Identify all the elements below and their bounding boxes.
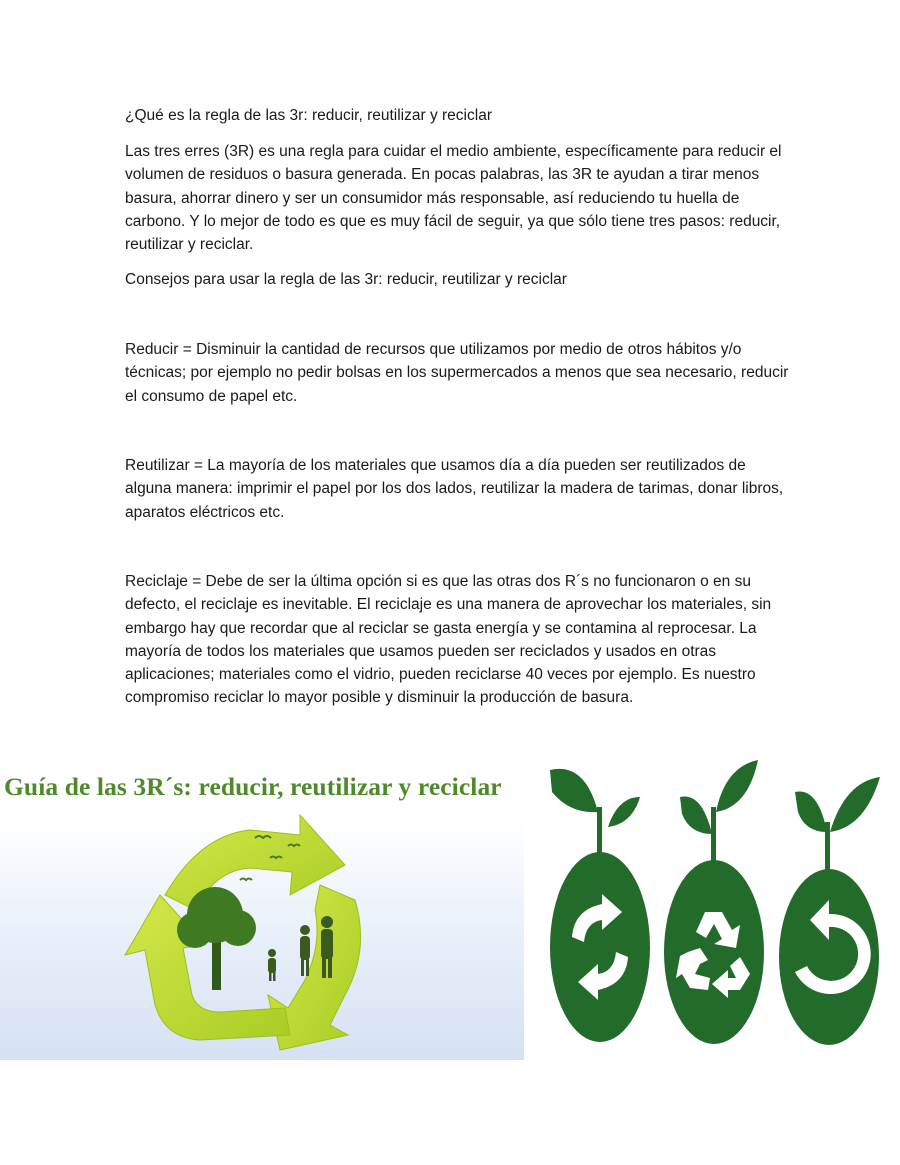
sprout-2 [664,760,764,1044]
intro-paragraph [125,140,790,256]
reutilizar-paragraph [125,454,790,524]
intro-text: Las tres erres (3R) es una regla para cuidar el medio ambiente, específicamente para reducir el volumen de residuos o basura generada. En pocas palabras, las 3R te ayudan a tirar menos basura, ahorrar dinero y ser un consumidor más responsable, así reduciendo tu huella de carbono. Y lo mejor de todo es que es muy fácil de seguir, ya que sólo tiene tres pasos: reducir, reutilizar y reciclar. [125,143,782,254]
page-title [125,104,790,127]
reciclaje-text: Reciclaje = Debe de ser la última opción si es que las otras dos R´s no funcionaron o en su defecto, el reciclaje es inevitable. El reciclaje es una manera de aprovechar los materiales, sin embargo hay que recordar que al reciclar se gasta energía y se contamina al reprocesar. La mayoría de todos los materiales que usamos pueden ser reciclados y usados en otras aplicaciones; materiales como el vidrio, pueden reciclarse 40 veces por ejemplo. Es nuestro compromiso reciclar lo mayor posible y disminuir la producción de basura. [125,573,772,707]
sprouts-image [540,752,890,1052]
sprouts-illustration [540,752,890,1052]
title-text: ¿Qué es la regla de las 3r: reducir, reutilizar y reciclar [125,107,492,124]
guide-title: Guía de las 3R´s: reducir, reutilizar y reciclar [4,772,502,801]
guide-image [0,750,524,1060]
reciclaje-paragraph [125,570,790,710]
sprout-3 [779,777,880,1045]
reducir-paragraph [125,338,790,408]
reutilizar-text: Reutilizar = La mayoría de los materiales que usamos día a día pueden ser reutilizados de alguna manera: imprimir el papel por los dos lados, reutilizar la madera de tarimas, donar libros, aparatos eléctricos etc. [125,457,784,521]
tips-heading [125,268,790,291]
tips-text: Consejos para usar la regla de las 3r: reducir, reutilizar y reciclar [125,271,567,288]
family-silhouette [268,916,333,981]
reducir-text: Reducir = Disminuir la cantidad de recursos que utilizamos por medio de otros hábitos y/o técnicas; por ejemplo no pedir bolsas en los supermercados a menos que sea necesario, reducir el consumo de papel etc. [125,341,789,405]
